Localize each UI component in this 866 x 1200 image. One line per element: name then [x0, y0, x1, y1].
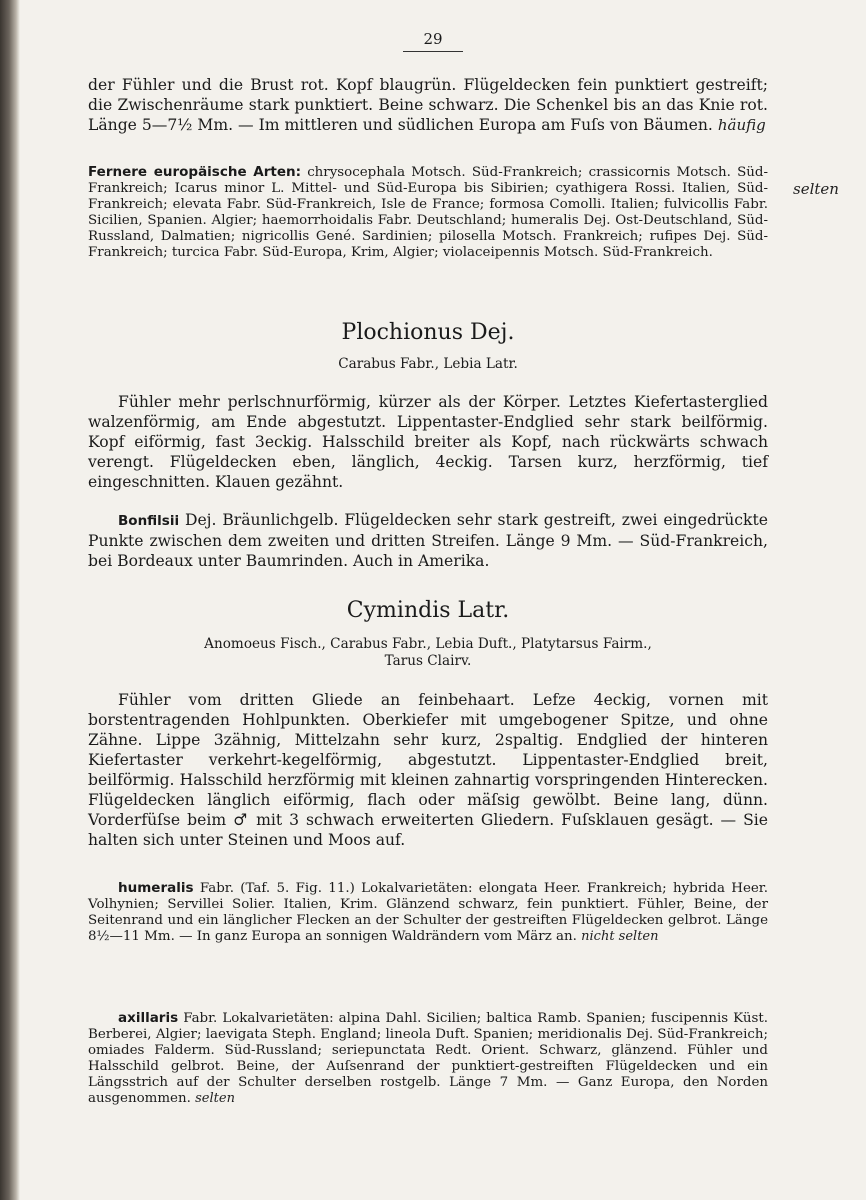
species-label: Bonfilsii: [118, 513, 180, 529]
further-species-text: chrysocephala Motsch. Süd-Frankreich; crassicornis Motsch. Süd-Frankreich; Icarus minor L. Mittel- und Süd-Europa bis Sibirien; cyathigera Rossi. Italien, Süd-Frankreich; elevata Fabr. Süd-Frankreich, Isle de France; formosa Comolli. Italien; fulvicollis Fabr. Sicilien, Spanien. Algier; haemorrhoidalis Fabr. Deutschland; humeralis Dej. Ost-Deutschland, Süd-Russland, Dalmatien; nigricollis Gené. Sardinien; pilosella Motsch. Frankreich; rufipes Dej. Süd-Frankreich; turcica Fabr. Süd-Europa, Krim, Algier; violaceipennis Motsch. Süd-Frankreich.: [88, 165, 768, 260]
species-text: Fabr. (Taf. 5. Fig. 11.) Lokalvarietäten: elongata Heer. Frankreich; hybrida Heer. Volhynien; Servillei Solier. Italien, Krim. Glänzend schwarz, fein punktiert. Fühler, Beine, der Seitenrand und ein länglicher Flecken an der Schulter der gestreiften Flügeldecken gelbrot. Länge 8½—11 Mm. — In ganz Europa an sonnigen Waldrändern vom März an.: [88, 881, 768, 944]
genus-title-cymindis: Cymindis Latr.: [346, 598, 510, 623]
species-label: humeralis: [118, 880, 194, 896]
species-humeralis: [88, 880, 768, 945]
genus-synonyms-cymindis: [88, 636, 768, 670]
genus-description-plochionus: Fühler mehr perlschnurförmig, kürzer als der Körper. Letztes Kiefertasterglied walzenförmig, am Ende abgestutzt. Lippentaster-Endglied sehr stark beilförmig. Kopf eiförmig, fast 3eckig. Halsschild breiter als Kopf, nach rückwärts schwach verengt. Flügeldecken eben, länglich, 4eckig. Tarsen kurz, herzförmig, tief eingeschnitten. Klauen gezähnt.: [88, 393, 768, 491]
genus-description-cymindis: Fühler vom dritten Gliede an feinbehaart. Lefze 4eckig, vornen mit borstentragenden Hohlpunkten. Oberkiefer mit umgebogener Spitze, und ohne Zähne. Lippe 3zähnig, Mittelzahn sehr kurz, 2spaltig. Endglied der hinteren Kiefertaster verkehrt-kegelförmig, abgestutzt. Lippentaster-Endglied breit, beilförmig. Halsschild herzförmig mit kleinen zahnartig vorspringenden Hinterecken. Flügeldecken länglich eiförmig, flach oder mäſsig gewölbt. Beine lang, dünn. Vorderfüſse beim ♂ mit 3 schwach erweiterten Gliedern. Fuſsklauen gesägt. — Sie halten sich unter Steinen und Moos auf.: [88, 691, 768, 849]
genus-title-plochionus: Plochionus Dej.: [341, 320, 515, 345]
synonyms-line: Tarus Clairv.: [384, 653, 472, 669]
species-axillaris: [88, 1010, 768, 1107]
species-bonfilsii: [88, 510, 768, 571]
species-text: Fabr. Lokalvarietäten: alpina Dahl. Sicilien; baltica Ramb. Spanien; fuscipennis Küst. Berberei, Algier; laevigata Steph. England; lineola Duft. Spanien; meridionalis Dej. Süd-Frankreich; omiades Falderm. Süd-Russland; seriepunctata Redt. Orient. Schwarz, glänzend. Fühler und Halsschild gelbrot. Beine, der Auſsenrand der punktiert-gestreiften Flügeldecken und ein Längsstrich auf der Schulter derselben rostgelb. Länge 7 Mm. — Ganz Europa, den Norden ausgenommen.: [88, 1011, 768, 1106]
genus-synonyms-plochionus: Carabus Fabr., Lebia Latr.: [338, 356, 518, 372]
page-number: 29: [403, 30, 463, 52]
handwritten-note: nicht selten: [581, 929, 659, 944]
further-species-label: Fernere europäische Arten:: [88, 164, 301, 180]
book-binding-edge: [0, 0, 20, 1200]
species-text: Dej. Bräunlichgelb. Flügeldecken sehr stark gestreift, zwei eingedrückte Punkte zwischen dem zweiten und dritten Streifen. Länge 9 Mm. — Süd-Frankreich, bei Bordeaux unter Baumrinden. Auch in Amerika.: [88, 511, 768, 570]
synonyms-line: Anomoeus Fisch., Carabus Fabr., Lebia Duft., Platytarsus Fairm.,: [204, 636, 652, 652]
handwritten-note: häufig: [717, 116, 766, 134]
handwritten-note: selten: [195, 1091, 235, 1106]
species-label: axillaris: [118, 1010, 179, 1026]
handwritten-note-margin: selten: [793, 180, 839, 198]
paragraph-text: der Fühler und die Brust rot. Kopf blaugrün. Flügeldecken fein punktiert gestreift; die Zwischenräume stark punktiert. Beine schwarz. Die Schenkel bis an das Knie rot. Länge 5—7½ Mm. — Im mittleren und südlichen Europa am Fuſs von Bäumen.: [88, 76, 768, 134]
further-species: [88, 164, 768, 261]
paragraph-continuation: [88, 75, 768, 135]
